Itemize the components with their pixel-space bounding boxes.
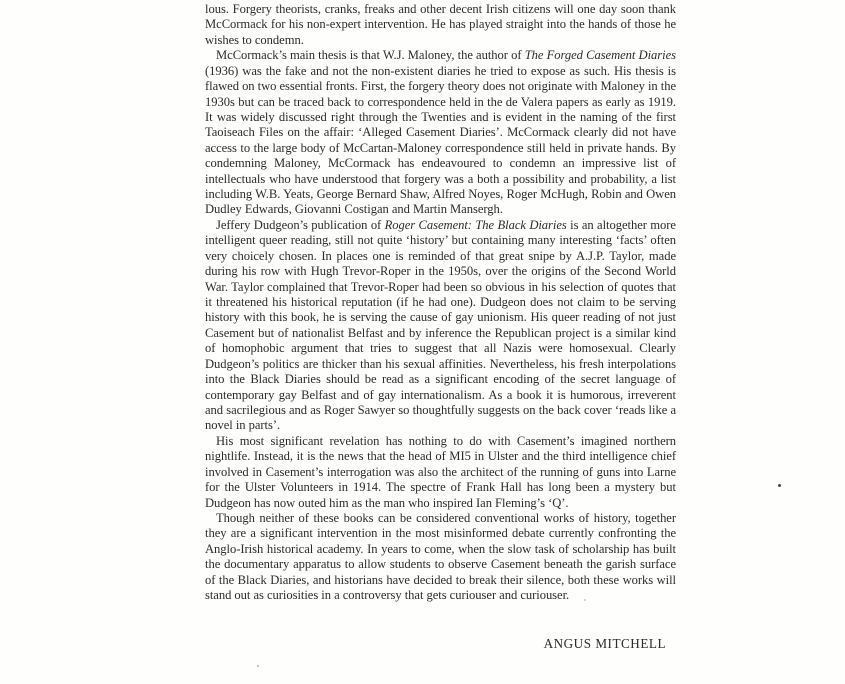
text-segment: His most significant revelation has nothing to do with Casement’s imagined northern nightlife. Instead, it is the news that the head of MI5 in Ulster and the third intelligence chief involved in Casement’s interrogation was also the architect of the running of guns into Larne for the Ulster Volunteers in 1914. The spectre of Frank Hall has long been a mystery but Dudgeon has now outed him as the man who inspired Ian Fleming’s ‘Q’. (205, 433, 676, 510)
paragraph (205, 2, 676, 48)
paragraph (205, 511, 676, 604)
book-title-italic: The Forged Casement Diaries (524, 48, 676, 63)
text-segment: Though neither of these books can be considered conventional works of history, together they are a significant intervention in the most misinformed debate currently confronting the Anglo-Irish historical academy. In years to come, when the slow task of scholarship has built the documentary apparatus to allow students to observe Casement beneath the garish surface of the Black Diaries, and historians have decided to break their silence, both these works will stand out as curiosities in a controversy that gets curiouser and curiouser. (205, 510, 676, 603)
paragraph (205, 434, 676, 511)
text-segment: is an altogether more intelligent queer reading, still not quite ‘history’ but containing many interesting ‘facts’ often very choicely chosen. In places one is reminded of that great snipe by A.J.P. Taylor, made during his row with Hugh Trevor-Roper in the 1950s, over the origins of the Second World War. Taylor complained that Trevor-Roper had been so obvious in his selection of quotes that it threatened his historical reputation (if he had one). Dudgeon does not claim to be serving history with this book, he is serving the cause of gay unionism. His queer reading of not just Casement but of nationalist Belfast and by inference the Republican project is a similar kind of homophobic argument that tries to suggest that all Nazis were homosexual. Clearly Dudgeon’s politics are thicker than his sexual affinities. Nevertheless, his fresh interpolations into the Black Diaries should be read as a significant encoding of the secret language of contemporary gay Belfast and of gay internationalism. As a book it is humorous, irreverent and sacrilegious and as Roger Sawyer so thoughtfully suggests on the back cover ‘reads like a novel in parts’. (205, 217, 676, 433)
scan-speck (584, 599, 586, 601)
text-segment: Jeffery Dudgeon’s publication of (216, 217, 385, 232)
book-title-italic: Roger Casement: The Black Diaries (384, 217, 567, 232)
text-segment: lous. Forgery theorists, cranks, freaks and other decent Irish citizens will one day soon thank McCormack for his non-expert intervention. He has played straight into the hands of those he wishes to condemn. (205, 2, 676, 47)
text-column (205, 2, 676, 603)
paragraph (205, 218, 676, 434)
paragraph (205, 48, 676, 218)
scan-speck (257, 665, 259, 667)
text-segment: McCormack’s main thesis is that W.J. Maloney, the author of (216, 48, 525, 63)
text-segment: (1936) was the fake and not the non-existent diaries he tried to expose as such. His thesis is flawed on two essential fronts. First, the forgery theory does not originate with Maloney in the 1930s but can be traced back to correspondence held in the de Valera papers as early as 1919. It was widely discussed right through the Twenties and is evident in the naming of the first Taoiseach Files on the affair: ‘Alleged Casement Diaries’. McCormack clearly did not have access to the large body of McCartan-Maloney correspondence still held in private hands. By condemning Maloney, McCormack has endeavoured to condemn an impressive list of intellectuals who have understood that forgery was a both a possibility and probability, a list including W.B. Yeats, George Bernard Shaw, Alfred Noyes, Roger McHugh, Robin and Owen Dudley Edwards, Giovanni Costigan and Martin Mansergh. (205, 63, 676, 217)
scan-speck (778, 484, 781, 487)
author-signature: ANGUS MITCHELL (543, 636, 666, 651)
